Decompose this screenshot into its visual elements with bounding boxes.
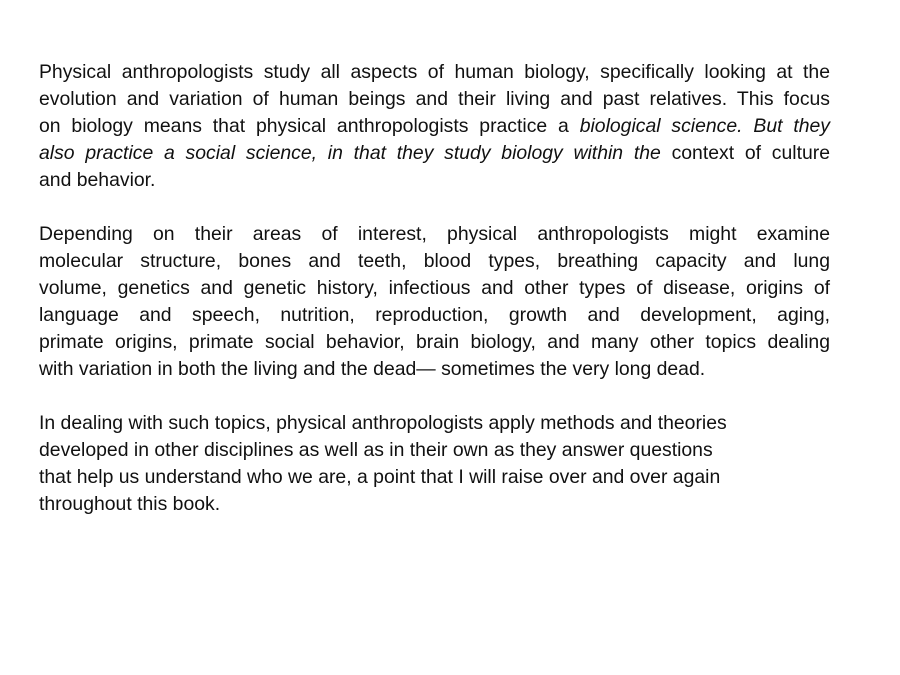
text-line: [39, 437, 830, 464]
text-line: [39, 491, 830, 518]
text-line: [39, 221, 830, 248]
text-segment: Physical anthropologists study all aspects of human biology, specifically looking at the: [39, 61, 830, 83]
italic-text-segment: biological science. But they: [579, 115, 831, 137]
text-segment: and behavior.: [39, 169, 156, 191]
text-segment: molecular structure, bones and teeth, blood types, breathing capacity and lung: [39, 250, 830, 272]
text-line: [39, 329, 830, 356]
text-segment: In dealing with such topics, physical anthropologists apply methods and theories: [39, 412, 727, 434]
text-segment: volume, genetics and genetic history, infectious and other types of disease, origins of: [39, 277, 830, 299]
text-line: [39, 59, 830, 86]
text-segment: primate origins, primate social behavior, brain biology, and many other topics dealing: [39, 331, 830, 353]
text-line: [39, 410, 830, 437]
text-segment: language and speech, nutrition, reproduction, growth and development, aging,: [39, 304, 830, 326]
text-line: [39, 248, 830, 275]
paragraph-2: [39, 221, 830, 383]
text-line: [39, 113, 830, 140]
text-line: [39, 167, 830, 194]
text-segment: that help us understand who we are, a point that I will raise over and over again: [39, 466, 721, 488]
paragraph-3: [39, 410, 830, 518]
text-line: [39, 140, 830, 167]
italic-text-segment: also practice a social science, in that they study biology within the: [39, 142, 661, 164]
text-line: [39, 356, 830, 383]
text-segment: throughout this book.: [39, 493, 221, 515]
text-segment: developed in other disciplines as well as in their own as they answer questions: [39, 439, 713, 461]
text-segment: with variation in both the living and the dead— sometimes the very long dead.: [39, 358, 706, 380]
paragraph-gap: [39, 194, 830, 221]
text-segment: Depending on their areas of interest, physical anthropologists might examine: [39, 223, 830, 245]
paragraph-1: [39, 59, 830, 194]
text-line: [39, 275, 830, 302]
text-segment: on biology means that physical anthropologists practice a: [39, 115, 580, 137]
paragraph-gap: [39, 383, 830, 410]
text-line: [39, 464, 830, 491]
text-line: [39, 302, 830, 329]
text-line: [39, 86, 830, 113]
text-segment: evolution and variation of human beings and their living and past relatives. This focus: [39, 88, 830, 110]
text-segment: context of culture: [660, 142, 830, 164]
slide-text-body: [39, 59, 830, 518]
